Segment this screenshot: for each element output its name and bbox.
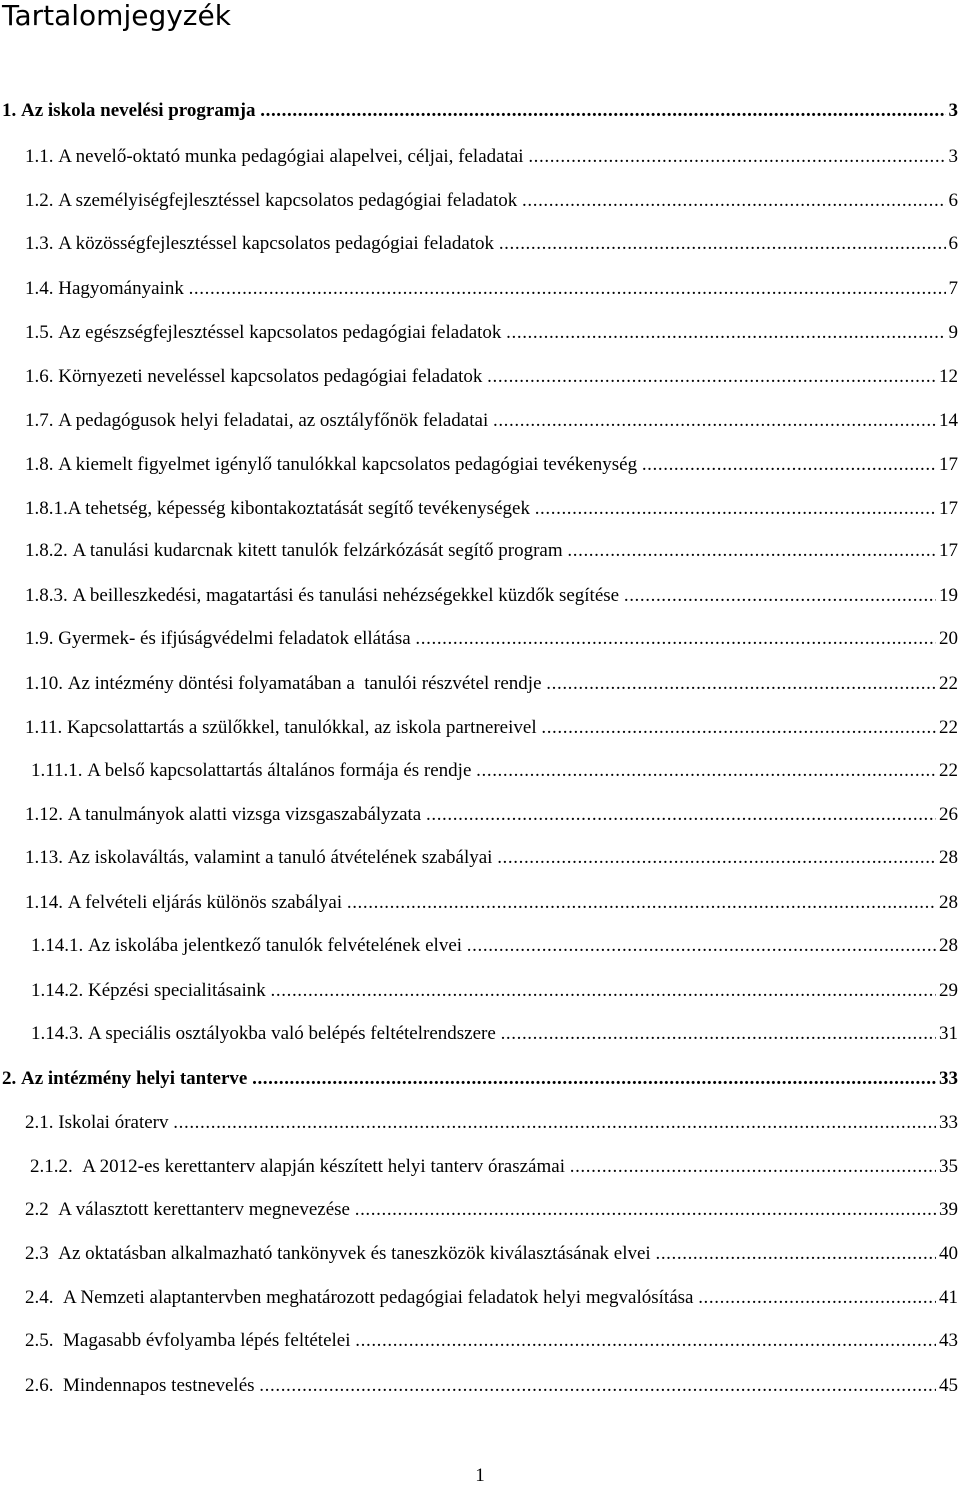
dot-leader [252,1064,936,1094]
toc-entry[interactable] [2,96,958,126]
dot-leader [624,581,936,611]
toc-entry[interactable] [25,1239,958,1269]
toc-entry-title: A 2012-es kerettanterv alapján készített helyi tanterv óraszámai [82,1156,570,1177]
toc-entry[interactable] [25,581,958,611]
toc-entry[interactable] [25,888,958,918]
toc-entry-page: 9 [948,322,958,343]
toc-entry-number: 1.14. [25,892,68,913]
toc-entry-number: 1.10. [25,673,68,694]
dot-leader [655,1239,936,1269]
toc-entry-page: 28 [939,935,958,956]
toc-entry-page: 31 [939,1023,958,1044]
toc-entry[interactable] [25,362,958,392]
toc-entry-number: 1.8.1. [25,498,68,519]
toc-entry-number: 1. [2,100,21,121]
toc-entry-number: 1.13. [25,847,68,868]
dot-leader [535,494,936,524]
toc-entry-number: 1.11. [25,717,68,738]
toc-entry-page: 17 [939,540,958,561]
dot-leader [642,450,936,480]
toc-entry-page: 33 [939,1068,958,1089]
toc-entry-title: A kiemelt figyelmet igénylő tanulókkal kapcsolatos pedagógiai tevékenység [58,454,642,475]
toc-entry-page: 19 [939,585,958,606]
toc-entry[interactable] [25,142,958,172]
toc-entry-number: 1.8.3. [25,585,73,606]
dot-leader [260,96,945,126]
toc-entry-number: 2.4. [25,1287,63,1308]
toc-entry-title: Mindennapos testnevelés [63,1375,260,1396]
toc-entry-page: 28 [939,892,958,913]
page-title: Tartalomjegyzék [2,0,231,32]
toc-entry[interactable] [25,450,958,480]
toc-entry-title: A személyiségfejlesztéssel kapcsolatos pedagógiai feladatok [58,190,523,211]
toc-entry-title: Iskolai óraterv [58,1112,174,1133]
toc-entry-title: Az iskolába jelentkező tanulók felvételének elvei [88,935,467,956]
dot-leader [271,976,936,1006]
toc-entry[interactable] [31,1019,958,1049]
dot-leader [487,362,936,392]
toc-entry-number: 1.11.1. [31,760,88,781]
toc-entry[interactable] [25,1283,958,1313]
toc-entry-number: 1.4. [25,278,59,299]
dot-leader [541,713,936,743]
toc-entry-number: 1.14.2. [31,980,88,1001]
toc-entry-number: 2.1.2. [30,1156,83,1177]
toc-entry-title: Az egészségfejlesztéssel kapcsolatos pedagógiai feladatok [58,322,507,343]
toc-entry-number: 2.5. [25,1330,63,1351]
toc-entry[interactable] [25,1371,958,1401]
toc-entry-number: 1.2. [25,190,59,211]
toc-entry-title: Az intézmény helyi tanterve [21,1068,253,1089]
dot-leader [698,1283,936,1313]
dot-leader [173,1108,936,1138]
toc-entry[interactable] [31,931,958,961]
toc-entry-number: 1.7. [25,410,59,431]
toc-entry-page: 40 [939,1243,958,1264]
toc-entry-number: 1.6. [25,366,59,387]
toc-entry-number: 1.9. [25,628,59,649]
toc-entry-title: A felvételi eljárás különös szabályai [67,892,347,913]
toc-entry-number: 1.14.1. [31,935,88,956]
toc-entry-page: 39 [939,1199,958,1220]
toc-entry-page: 3 [948,100,958,121]
toc-entry-page: 20 [939,628,958,649]
dot-leader [528,142,945,172]
toc-entry[interactable] [25,229,958,259]
toc-entry-title: A tanulási kudarcnak kitett tanulók felzárkózását segítő program [72,540,568,561]
dot-leader [467,931,936,961]
toc-entry-page: 22 [939,717,958,738]
toc-entry-number: 2.3 [25,1243,59,1264]
toc-entry-number: 1.8. [25,454,59,475]
toc-entry[interactable] [25,843,958,873]
toc-entry[interactable] [30,1152,958,1182]
toc-entry[interactable] [25,1108,958,1138]
toc-entry-title: Képzési specialitásaink [88,980,271,1001]
toc-entry-page: 26 [939,804,958,825]
toc-entry[interactable] [25,536,958,566]
toc-entry-title: A beilleszkedési, magatartási és tanulási nehézségekkel küzdők segítése [72,585,624,606]
toc-entry-title: A tanulmányok alatti vizsga vizsgaszabályzata [67,804,426,825]
toc-entry-page: 17 [939,454,958,475]
toc-entry-title: Az oktatásban alkalmazható tankönyvek és taneszközök kiválasztásának elvei [58,1243,656,1264]
toc-entry[interactable] [31,976,958,1006]
toc-entry-number: 1.14.3. [31,1023,88,1044]
dot-leader [347,888,936,918]
dot-leader [570,1152,936,1182]
toc-entry-title: A belső kapcsolattartás általános formája és rendje [87,760,477,781]
toc-entry-page: 3 [948,146,958,167]
toc-entry-title: Hagyományaink [58,278,189,299]
toc-entry-title: A közösségfejlesztéssel kapcsolatos pedagógiai feladatok [58,233,499,254]
toc-entry-number: 2.1. [25,1112,59,1133]
toc-entry-title: Az iskola nevelési programja [21,100,261,121]
toc-entry-page: 28 [939,847,958,868]
toc-entry-title: Gyermek- és ifjúságvédelmi feladatok ellátása [58,628,416,649]
toc-entry-page: 6 [948,190,958,211]
toc-entry-number: 2. [2,1068,21,1089]
toc-entry-title: Környezeti neveléssel kapcsolatos pedagógiai feladatok [58,366,488,387]
toc-entry-page: 45 [939,1375,958,1396]
toc-entry-page: 29 [939,980,958,1001]
toc-entry[interactable] [25,494,958,524]
dot-leader [493,406,936,436]
toc-entry-number: 1.3. [25,233,59,254]
toc-entry[interactable] [25,1326,958,1356]
toc-entry[interactable] [31,756,958,786]
dot-leader [355,1195,936,1225]
toc-entry[interactable] [25,274,958,304]
toc-entry[interactable] [25,186,958,216]
toc-entry[interactable] [25,713,958,743]
toc-entry-page: 22 [939,760,958,781]
toc-entry-title: A választott kerettanterv megnevezése [58,1199,355,1220]
toc-entry-page: 22 [939,673,958,694]
toc-entry-title: Az iskolaváltás, valamint a tanuló átvételének szabályai [67,847,498,868]
toc-entry-number: 1.12. [25,804,68,825]
dot-leader [476,756,936,786]
toc-entry[interactable] [25,406,958,436]
toc-entry-page: 35 [939,1156,958,1177]
toc-entry-page: 6 [948,233,958,254]
toc-entry[interactable] [25,1195,958,1225]
dot-leader [259,1371,936,1401]
toc-entry-number: 1.1. [25,146,59,167]
toc-entry[interactable] [25,669,958,699]
toc-entry-title: A nevelő-oktató munka pedagógiai alapelvei, céljai, feladatai [58,146,529,167]
toc-entry-page: 17 [939,498,958,519]
dot-leader [426,800,936,830]
toc-entry-page: 41 [939,1287,958,1308]
toc-entry-number: 1.8.2. [25,540,73,561]
toc-entry-title: Az intézmény döntési folyamatában a tanulói részvétel rendje [67,673,547,694]
dot-leader [567,536,936,566]
toc-entry[interactable] [25,318,958,348]
dot-leader [506,318,945,348]
toc-entry-title: A Nemzeti alaptantervben meghatározott pedagógiai feladatok helyi megvalósítása [63,1287,699,1308]
toc-entry-page: 43 [939,1330,958,1351]
toc-entry-page: 14 [939,410,958,431]
toc-entry-number: 2.6. [25,1375,63,1396]
dot-leader [499,229,946,259]
toc-entry-title: Kapcsolattartás a szülőkkel, tanulókkal, az iskola partnereivel [67,717,542,738]
dot-leader [546,669,936,699]
toc-entry-number: 1.5. [25,322,59,343]
toc-entry-title: A tehetség, képesség kibontakoztatását segítő tevékenységek [67,498,535,519]
toc-entry[interactable] [25,800,958,830]
dot-leader [522,186,945,216]
toc-entry[interactable] [25,624,958,654]
toc-entry-title: A speciális osztályokba való belépés feltételrendszere [88,1023,501,1044]
toc-entry-title: A pedagógusok helyi feladatai, az osztályfőnök feladatai [58,410,493,431]
toc-entry[interactable] [2,1064,958,1094]
toc-entry-page: 7 [948,278,958,299]
dot-leader [501,1019,936,1049]
dot-leader [355,1326,936,1356]
toc-entry-page: 12 [939,366,958,387]
toc-entry-title: Magasabb évfolyamba lépés feltételei [63,1330,356,1351]
toc-entry-number: 2.2 [25,1199,59,1220]
toc-entry-page: 33 [939,1112,958,1133]
dot-leader [189,274,946,304]
dot-leader [415,624,936,654]
dot-leader [497,843,936,873]
page-number: 1 [475,1465,485,1486]
